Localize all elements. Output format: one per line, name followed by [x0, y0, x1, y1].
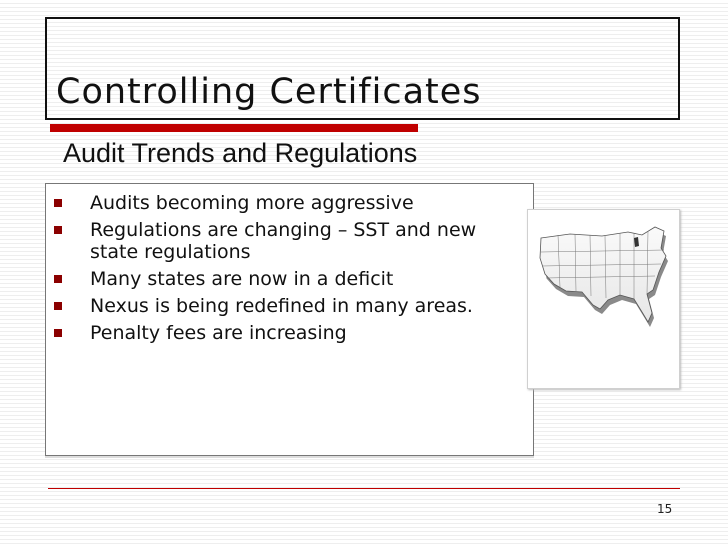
square-bullet-icon: [54, 302, 62, 310]
us-map-icon: [530, 212, 679, 388]
bullet-text: Nexus is being redefined in many areas.: [90, 295, 473, 317]
square-bullet-icon: [54, 329, 62, 337]
page-number: 15: [657, 502, 673, 516]
square-bullet-icon: [54, 275, 62, 283]
bullet-item: [46, 295, 506, 317]
slide-subtitle: Audit Trends and Regulations: [63, 138, 418, 168]
bullet-text: Penalty fees are increasing: [90, 322, 347, 344]
square-bullet-icon: [54, 226, 62, 234]
bullet-text: Audits becoming more aggressive: [90, 192, 414, 214]
bullet-list: [46, 192, 506, 349]
title-accent-bar: [50, 124, 418, 132]
bullet-item: [46, 192, 506, 214]
footer-divider: [48, 488, 680, 489]
bullet-item: [46, 322, 506, 344]
bullet-content-box: [45, 183, 534, 456]
bullet-item: [46, 219, 506, 263]
square-bullet-icon: [54, 199, 62, 207]
us-map-image-frame: [527, 209, 680, 389]
bullet-item: [46, 268, 506, 290]
bullet-text: Regulations are changing – SST and new state regulations: [90, 219, 477, 263]
bullet-text: Many states are now in a deficit: [90, 268, 394, 290]
slide-title: Controlling Certificates: [56, 72, 482, 112]
